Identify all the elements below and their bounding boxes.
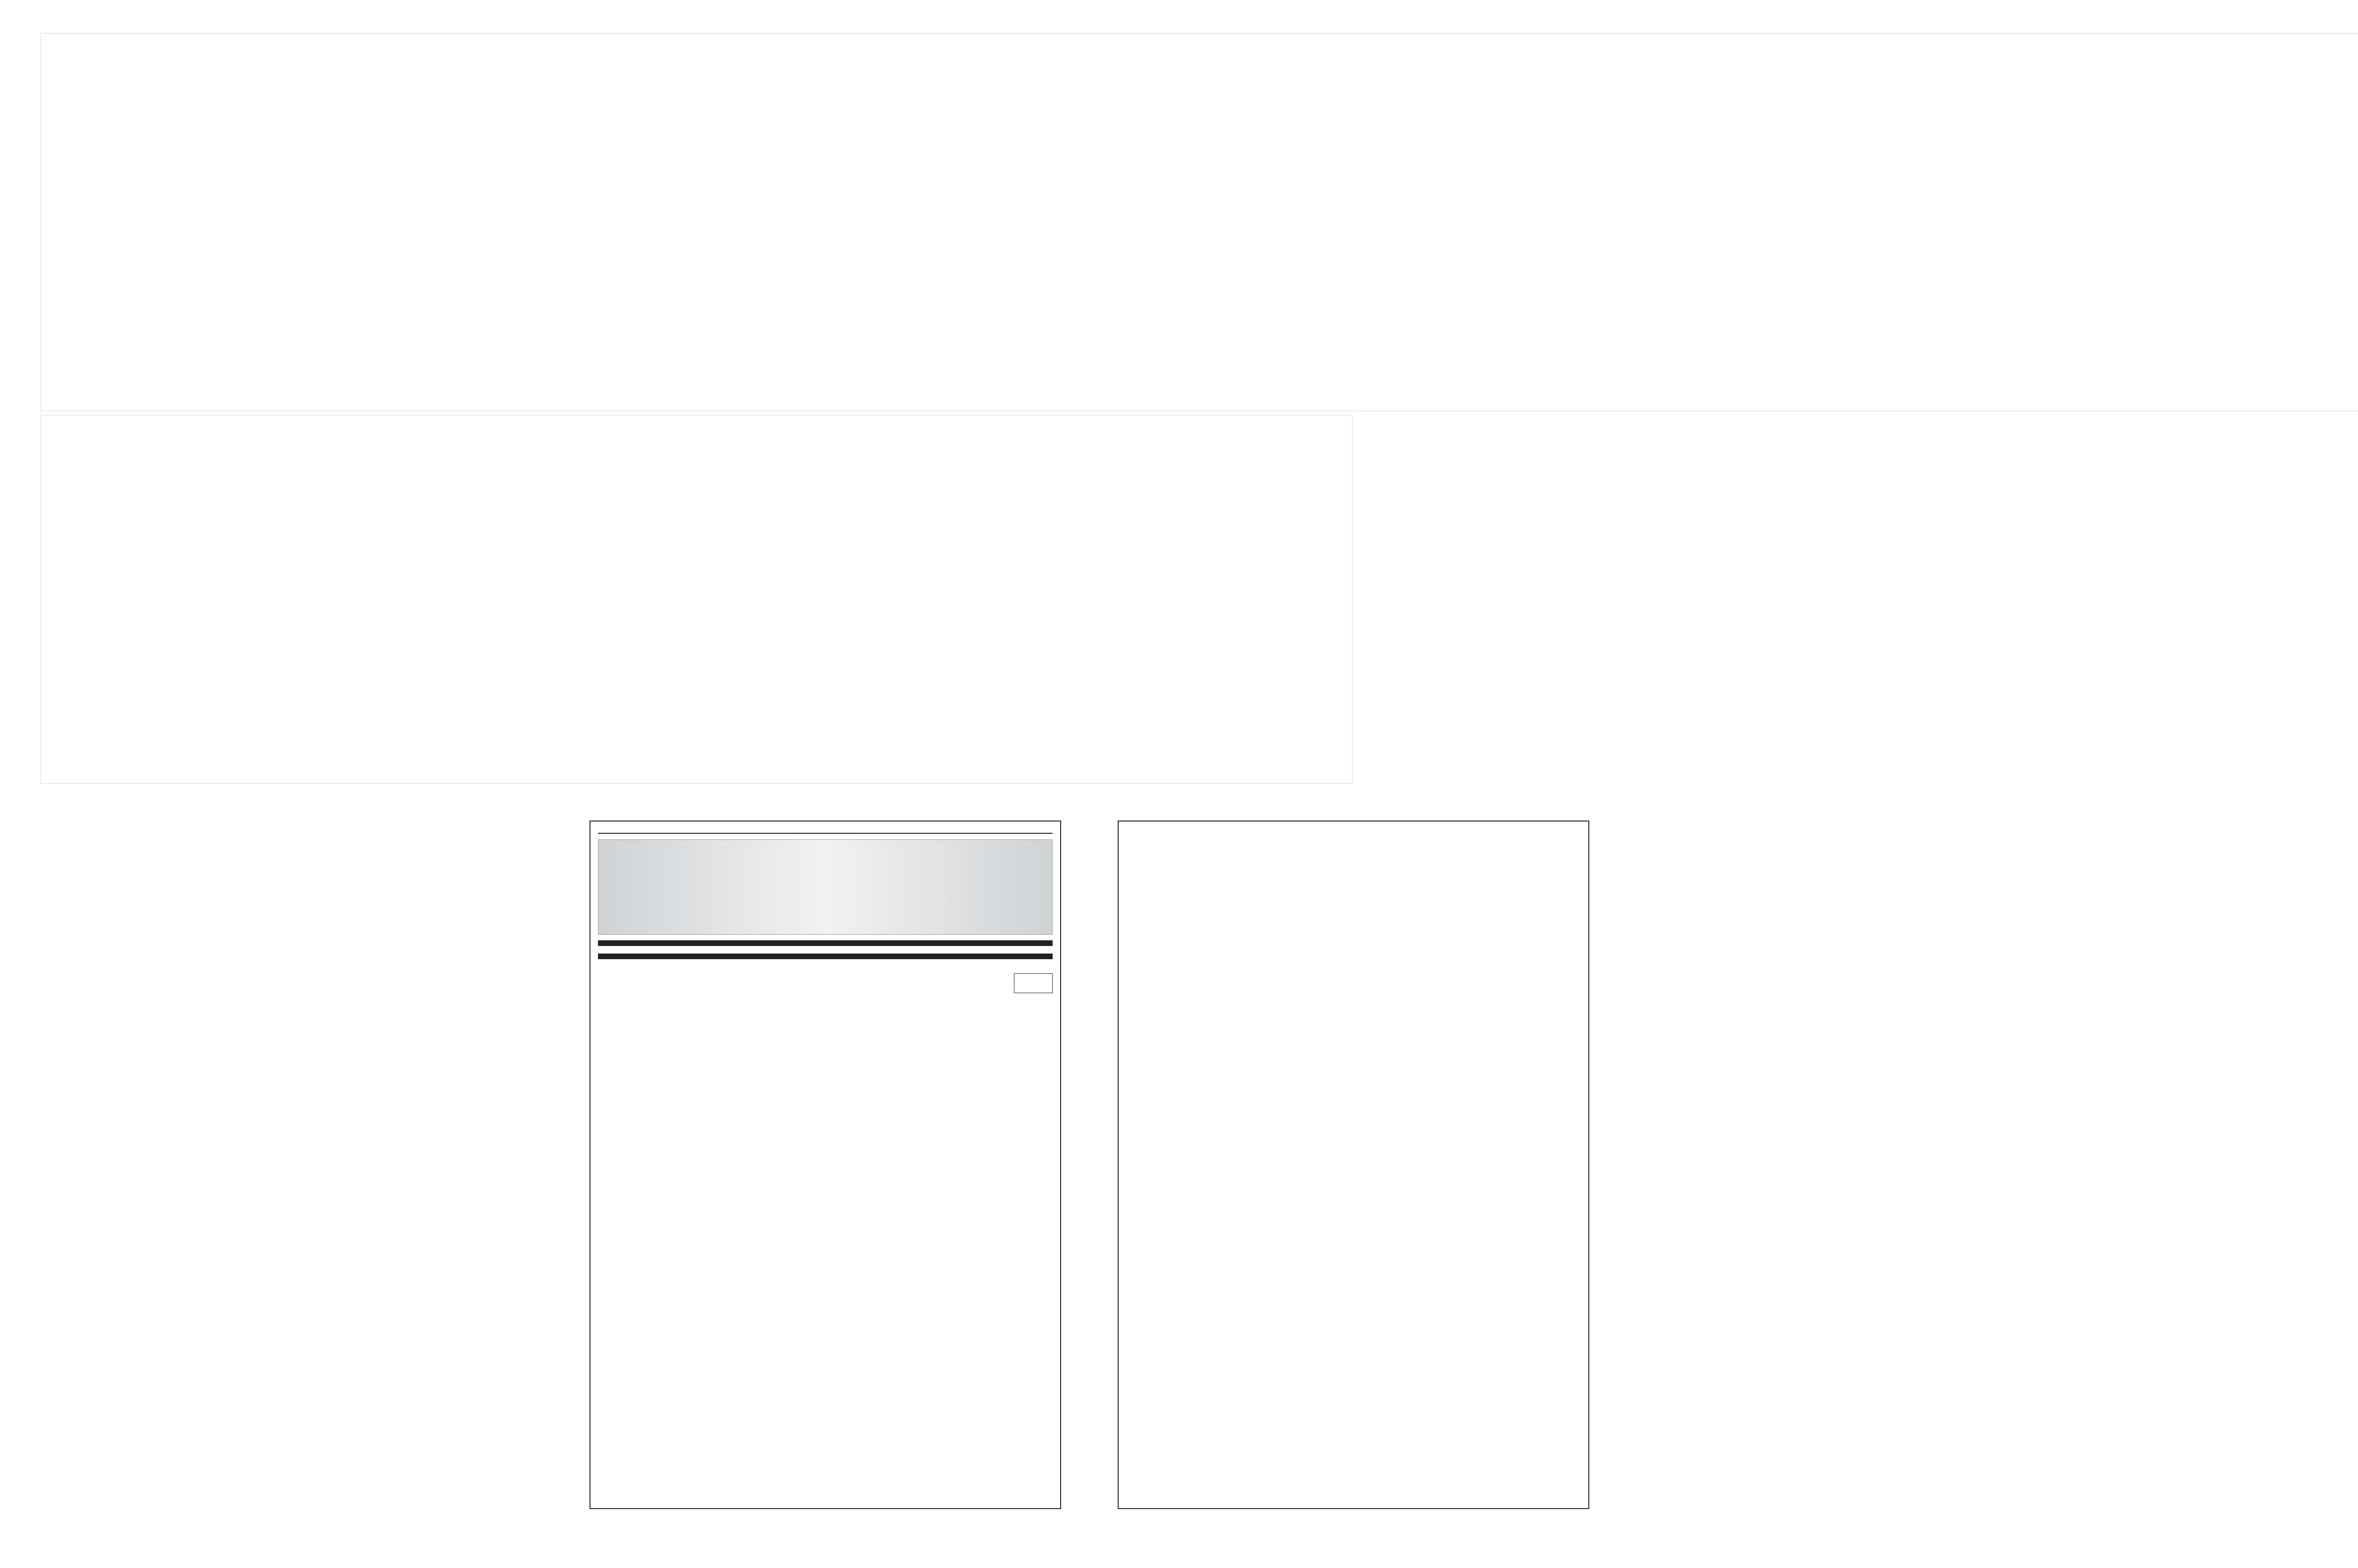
warranty-card-title (598, 940, 1053, 946)
conditions-card (1118, 821, 1589, 1509)
warranty-card (590, 821, 1061, 1509)
back-cover-page (1636, 802, 2108, 1537)
customer-details-header (598, 954, 1053, 959)
appliance-banner-image (598, 839, 1053, 935)
warranty-card-page (590, 821, 1085, 1542)
dealer-stamp-box (1014, 973, 1053, 993)
mid-sheet-frame (41, 415, 1353, 784)
top-sheet-frame (41, 33, 2358, 411)
warranty-conditions-page (1118, 821, 1599, 1542)
warranty-terms-page (57, 821, 528, 1542)
